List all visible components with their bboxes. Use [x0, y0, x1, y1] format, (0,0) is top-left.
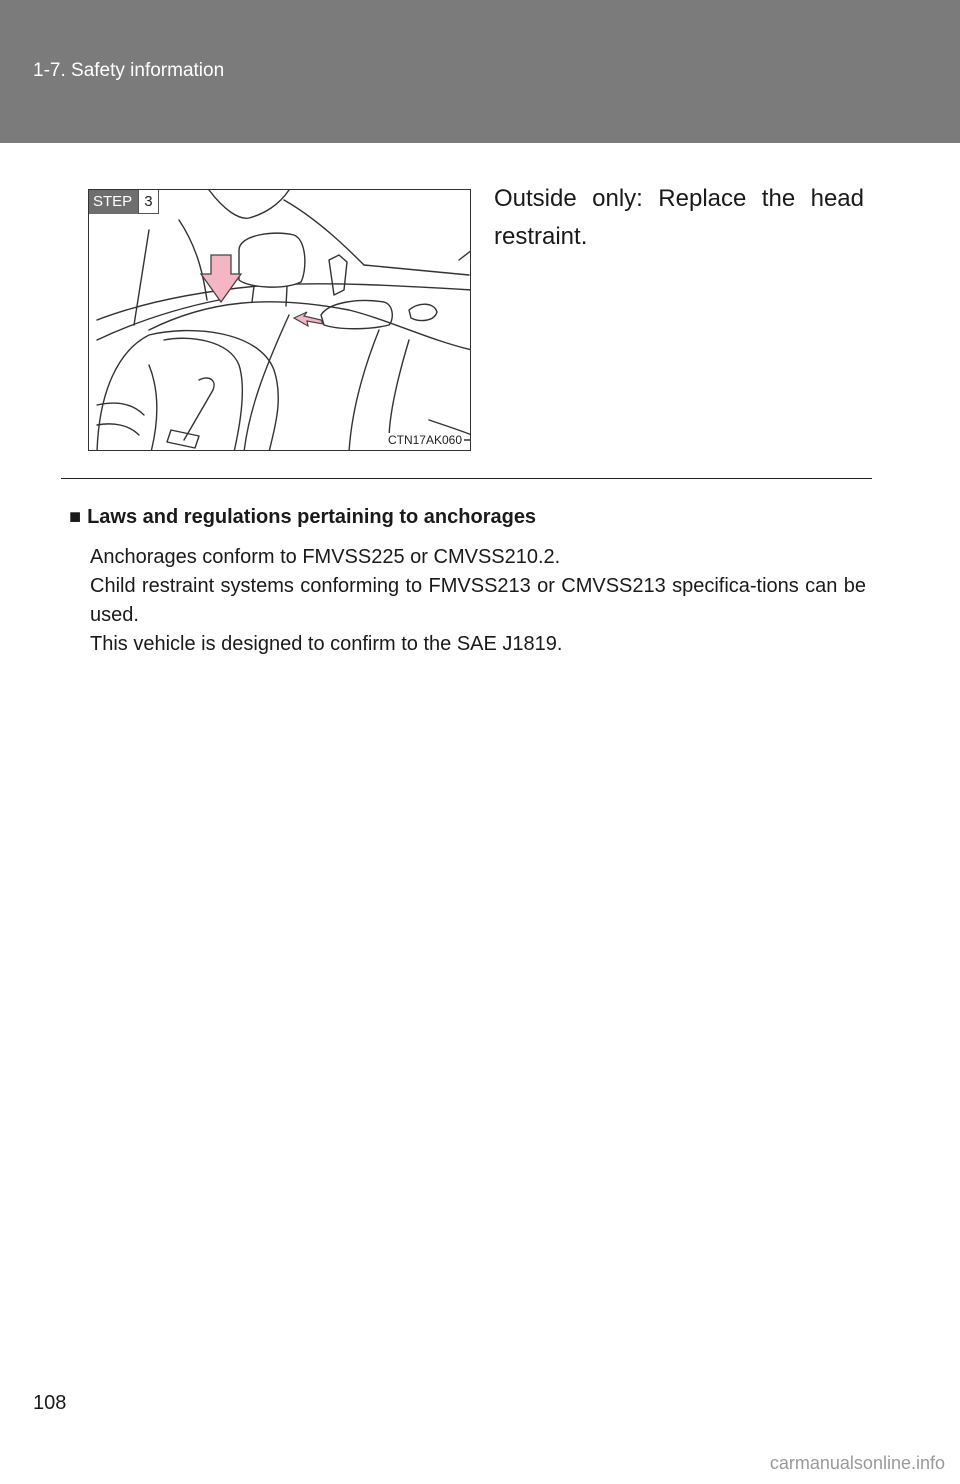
figure-code: CTN17AK060	[387, 433, 462, 447]
section-heading	[69, 506, 536, 529]
step-illustration	[88, 189, 471, 451]
heading-text: Laws and regulations pertaining to anchorages	[87, 506, 537, 528]
step-badge	[89, 190, 159, 214]
section-body	[90, 543, 866, 659]
paragraph: This vehicle is designed to confirm to the SAE J1819.	[90, 633, 563, 655]
page-number: 108	[33, 1392, 67, 1414]
step-instruction: Outside only: Replace the head restraint.	[494, 185, 864, 250]
left-arrow-icon	[294, 312, 323, 326]
watermark[interactable]: carmanualsonline.info	[769, 1453, 945, 1473]
down-arrow-icon	[201, 255, 241, 302]
section-divider	[61, 478, 872, 479]
rear-seat-drawing	[89, 190, 471, 451]
heading-bullet: ■	[69, 506, 82, 528]
step-label: STEP	[89, 190, 138, 214]
paragraph: Child restraint systems conforming to FMVSS213 or CMVSS213 specifica-tions can be used.	[90, 575, 866, 626]
section-title: 1-7. Safety information	[33, 60, 225, 81]
page-header	[0, 0, 960, 143]
paragraph: Anchorages conform to FMVSS225 or CMVSS210.2.	[90, 546, 561, 568]
step-number: 3	[138, 190, 158, 214]
